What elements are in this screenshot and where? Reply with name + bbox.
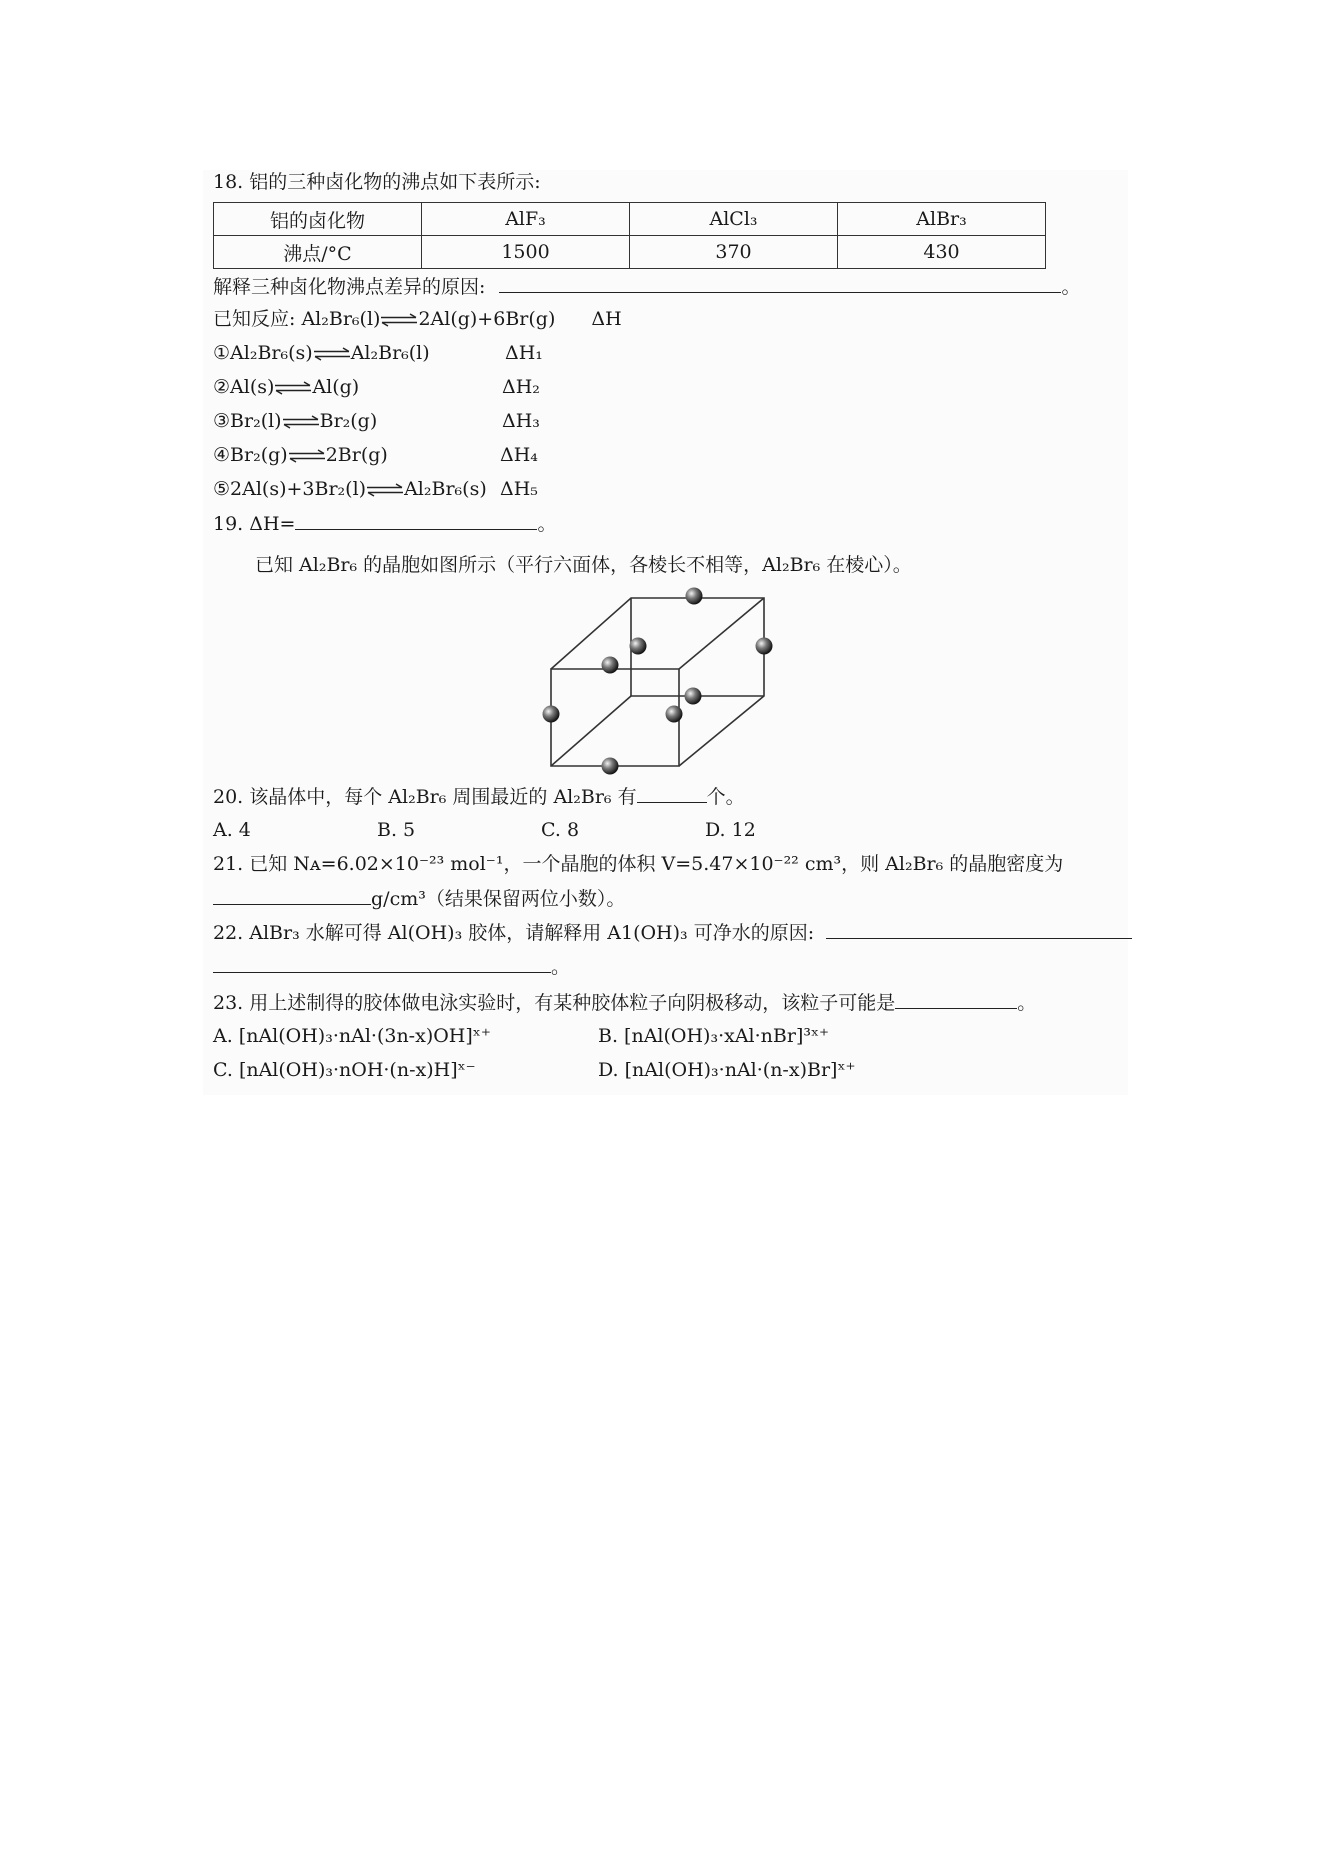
atom — [630, 638, 647, 655]
q21-answer-blank[interactable] — [213, 886, 371, 905]
reaction-step-5 — [213, 477, 487, 501]
step-right: 2Br(g) — [325, 444, 388, 466]
step-5-dh: ΔH₅ — [500, 478, 538, 500]
atom — [756, 638, 773, 655]
q20-option-a[interactable]: A. 4 — [213, 819, 251, 841]
q19-answer-blank[interactable] — [295, 511, 537, 530]
q22-answer-blank-2[interactable] — [213, 954, 551, 973]
step-left: ②Al(s) — [213, 376, 275, 398]
step-2-dh: ΔH₂ — [502, 376, 540, 398]
q18-answer-blank[interactable] — [499, 274, 1061, 293]
step-left: ③Br₂(l) — [213, 410, 282, 432]
table-row — [214, 236, 1046, 269]
q22-end-mark: 。 — [551, 956, 571, 978]
q22-answer-blank[interactable] — [826, 920, 1132, 939]
q19-line — [213, 511, 556, 536]
q22-stem: 22. AlBr₃ 水解可得 Al(OH)₃ 胶体，请解释用 A1(OH)₃ 可净水的原因: — [213, 922, 815, 944]
table-cell: 370 — [630, 236, 838, 269]
reaction-step-3 — [213, 409, 377, 433]
step-left: ④Br₂(g) — [213, 444, 288, 466]
q20-answer-blank[interactable] — [637, 784, 707, 803]
table-cell: AlCl₃ — [630, 203, 838, 236]
equilibrium-arrow-icon — [313, 347, 351, 361]
q18-explain-line — [213, 274, 1080, 299]
step-4-dh: ΔH₄ — [500, 444, 538, 466]
reaction-main — [213, 307, 622, 331]
q21-answer-line — [213, 886, 625, 911]
q20-stem-b: 个。 — [706, 786, 745, 808]
parallelepiped-edges — [551, 598, 764, 766]
step-right: Al₂Br₆(l) — [350, 342, 430, 364]
atom — [685, 688, 702, 705]
table-cell: 430 — [838, 236, 1046, 269]
step-1-dh: ΔH₁ — [505, 342, 543, 364]
equilibrium-arrow-icon — [282, 415, 320, 429]
step-left: ⑤2Al(s)+3Br₂(l) — [213, 478, 367, 500]
q23-option-c[interactable]: C. [nAl(OH)₃·nOH·(n-x)H]ˣ⁻ — [213, 1059, 476, 1081]
main-delta-h: ΔH — [591, 308, 622, 330]
table-cell: AlBr₃ — [838, 203, 1046, 236]
q23-option-a[interactable]: A. [nAl(OH)₃·nAl·(3n-x)OH]ˣ⁺ — [213, 1025, 491, 1047]
q18-explain-prompt: 解释三种卤化物沸点差异的原因: — [213, 276, 486, 298]
molecule-atoms — [543, 588, 773, 775]
atom — [602, 758, 619, 775]
q20-stem — [213, 784, 745, 809]
table-header-row — [214, 203, 1046, 236]
equilibrium-arrow-icon — [380, 313, 418, 327]
atom — [666, 706, 683, 723]
q23-end-mark: 。 — [1017, 992, 1037, 1014]
q23-answer-blank[interactable] — [895, 990, 1017, 1009]
q22-line — [213, 920, 1132, 945]
step-3-dh: ΔH₃ — [502, 410, 540, 432]
table-cell: AlF₃ — [422, 203, 630, 236]
q20-option-c[interactable]: C. 8 — [541, 819, 580, 841]
atom — [543, 706, 560, 723]
reaction-step-2 — [213, 375, 359, 399]
boiling-point-table — [213, 202, 1046, 269]
q23-option-b[interactable]: B. [nAl(OH)₃·xAl·nBr]³ˣ⁺ — [598, 1025, 830, 1047]
equilibrium-arrow-icon — [366, 483, 404, 497]
q23-stem-line — [213, 990, 1036, 1015]
q18-end-mark: 。 — [1061, 276, 1081, 298]
q23-stem: 23. 用上述制得的胶体做电泳实验时，有某种胶体粒子向阴极移动，该粒子可能是 — [213, 992, 896, 1014]
q20-stem-a: 20. 该晶体中，每个 Al₂Br₆ 周围最近的 Al₂Br₆ 有 — [213, 786, 637, 808]
reaction-step-4 — [213, 443, 388, 467]
table-cell: 沸点/°C — [214, 236, 422, 269]
known-prefix: 已知反应: — [213, 308, 296, 330]
step-left: ①Al₂Br₆(s) — [213, 342, 313, 364]
crystal-intro: 已知 Al₂Br₆ 的晶胞如图所示（平行六面体，各棱长不相等，Al₂Br₆ 在棱心）。 — [255, 554, 912, 576]
main-left: Al₂Br₆(l) — [301, 308, 381, 330]
step-right: Al₂Br₆(s) — [404, 478, 487, 500]
q20-option-d[interactable]: D. 12 — [705, 819, 756, 841]
equilibrium-arrow-icon — [274, 381, 312, 395]
crystal-cell-diagram — [535, 582, 775, 792]
q21-stem: 21. 已知 Nᴀ=6.02×10⁻²³ mol⁻¹，一个晶胞的体积 V=5.47×10⁻²² cm³，则 Al₂Br₆ 的晶胞密度为 — [213, 853, 1064, 875]
q23-option-d[interactable]: D. [nAl(OH)₃·nAl·(n-x)Br]ˣ⁺ — [598, 1059, 856, 1081]
main-right: 2Al(g)+6Br(g) — [418, 308, 556, 330]
reaction-step-1 — [213, 341, 430, 365]
equilibrium-arrow-icon — [288, 449, 326, 463]
step-right: Al(g) — [312, 376, 360, 398]
atom — [602, 657, 619, 674]
q20-option-b[interactable]: B. 5 — [377, 819, 416, 841]
table-cell: 铝的卤化物 — [214, 203, 422, 236]
q22-continuation — [213, 954, 570, 979]
q19-end-mark: 。 — [537, 513, 557, 535]
atom — [686, 588, 703, 605]
table-cell: 1500 — [422, 236, 630, 269]
step-right: Br₂(g) — [319, 410, 378, 432]
q19-label: 19. ΔH= — [213, 513, 296, 535]
q18-intro: 18. 铝的三种卤化物的沸点如下表所示: — [213, 171, 541, 193]
q21-unit: g/cm³（结果保留两位小数）。 — [371, 888, 626, 910]
